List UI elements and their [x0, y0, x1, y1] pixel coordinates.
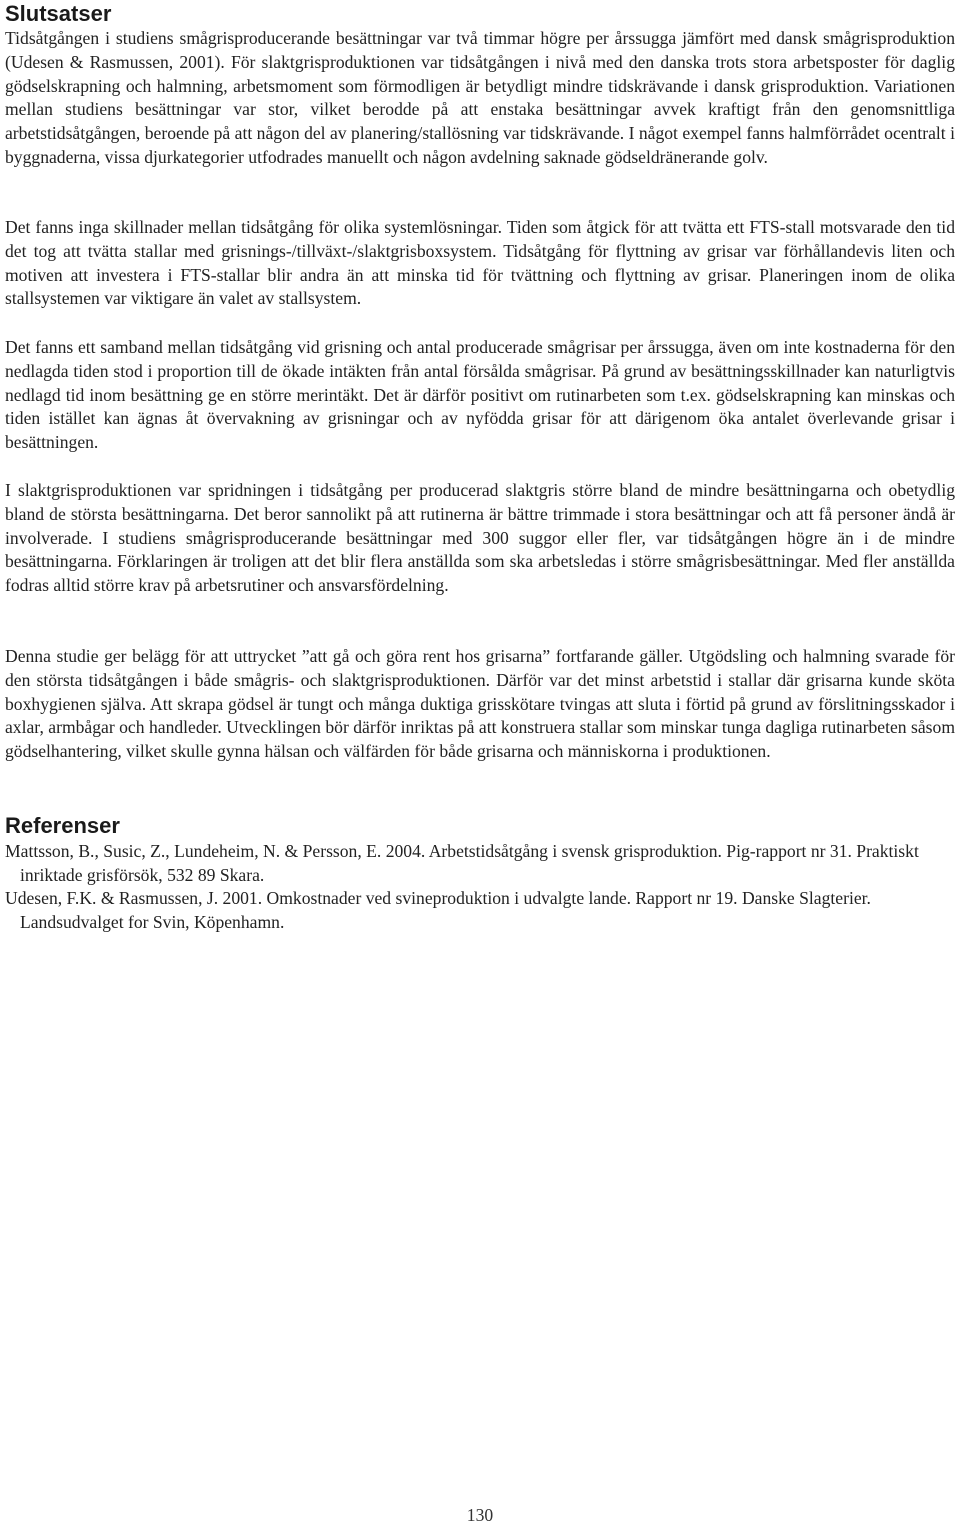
section-heading-conclusions: Slutsatser — [5, 1, 112, 26]
page-number: 130 — [466, 1505, 494, 1525]
reference-list — [5, 840, 955, 934]
paragraph: I slaktgrisproduktionen var spridningen i tidsåtgång per producerad slaktgris större bland de mindre besättningarna och obetydlig bland de största besättningarna. Det beror sannolikt på att rutinerna är bättre trimmade i stora besättningar och att få personer ändå är involverade. I studiens smågrisproducerande besättningar med 300 suggor eller fler, var tidsåtgången högre än i de mindre besättningarna. Förklaringen är troligen att det blir flera anställda som ska arbetsledas i större smågrisbesättningar. Med fler anställda fodras alltid större krav på arbetsrutiner och ansvarsfördelning. — [5, 480, 955, 596]
paragraph: Det fanns ett samband mellan tidsåtgång vid grisning och antal producerade smågrisar per årssugga, även om inte kostnaderna för den nedlagda tiden stod i proportion till de ökade intäkten från antal försålda smågrisar. På grund av besättningsskillnader kan naturligtvis nedlagd tid inom besättning ge en större merintäkt. Det är därför positivt om rutinarbeten som t.ex. gödselskrapning kan minskas och tiden istället kan ägnas åt övervakning av grisningar och av nyfödda grisar för att därigenom öka antalet överlevande grisar i besättningen. — [5, 337, 955, 453]
reference-item: Mattsson, B., Susic, Z., Lundeheim, N. & Persson, E. 2004. Arbetstidsåtgång i svensk grisproduktion. Pig-rapport nr 31. Praktiskt inriktade grisförsök, 532 89 Skara. — [5, 841, 919, 885]
paragraph: Denna studie ger belägg för att uttrycket ”att gå och göra rent hos grisarna” fortfarande gäller. Utgödsling och halmning svarade för den största tidsåtgången i både smågris- och slaktgrisproduktionen. Därför var det minst arbetstid i stallar där grisarna kunde sköta boxhygienen själva. Att skrapa gödsel är tungt och många duktiga grisskötare tvingas att sluta i förtid på grund av förslitningsskador i axlar, armbågar och handleder. Utvecklingen bör därför inriktas på att konstruera stallar som minskar tunga dagliga rutinarbeten såsom gödselhantering, vilket skulle gynna hälsan och välfärden för både grisarna och människorna i produktionen. — [5, 646, 955, 762]
paragraph: Tidsåtgången i studiens smågrisproducerande besättningar var två timmar högre per årssugga jämfört med dansk smågrisproduktion (Udesen & Rasmussen, 2001). För slaktgrisproduktionen var tidsåtgången i nivå med den danska trots stora arbetsposter för daglig gödselskrapning och halmning, arbetsmoment som förmodligen är betydligt mindre tidskrävande i dansk grisproduktion. Variationen mellan studiens besättningar var stor, vilket berodde på att enstaka besättningar avvek kraftigt från den genomsnittliga arbetstidsåtgången, beroende på att någon del av planering/stallösning var tidskrävande. I något exempel fanns halmförrådet ocentralt i byggnaderna, vissa djurkategorier utfodrades manuellt och någon avdelning saknade gödseldränerande golv. — [5, 28, 955, 167]
paragraph: Det fanns inga skillnader mellan tidsåtgång för olika systemlösningar. Tiden som åtgick för att tvätta ett FTS-stall motsvarade den tid det tog att tvätta stallar med grisnings-/tillväxt-/slaktgrisboxsystem. Tidsåtgång för flyttning av grisar var förhållandevis liten och motiven att investera i FTS-stallar blir andra än att minska tid för tvättning och flyttning av grisar. Planeringen inom de olika stallsystemen var viktigare än valet av stallsystem. — [5, 217, 955, 309]
section-heading-references: Referenser — [5, 813, 120, 838]
reference-item: Udesen, F.K. & Rasmussen, J. 2001. Omkostnader ved svineproduktion i udvalgte lande. Rapport nr 19. Danske Slagterier. Landsudvalget for Svin, Köpenhamn. — [5, 888, 871, 932]
